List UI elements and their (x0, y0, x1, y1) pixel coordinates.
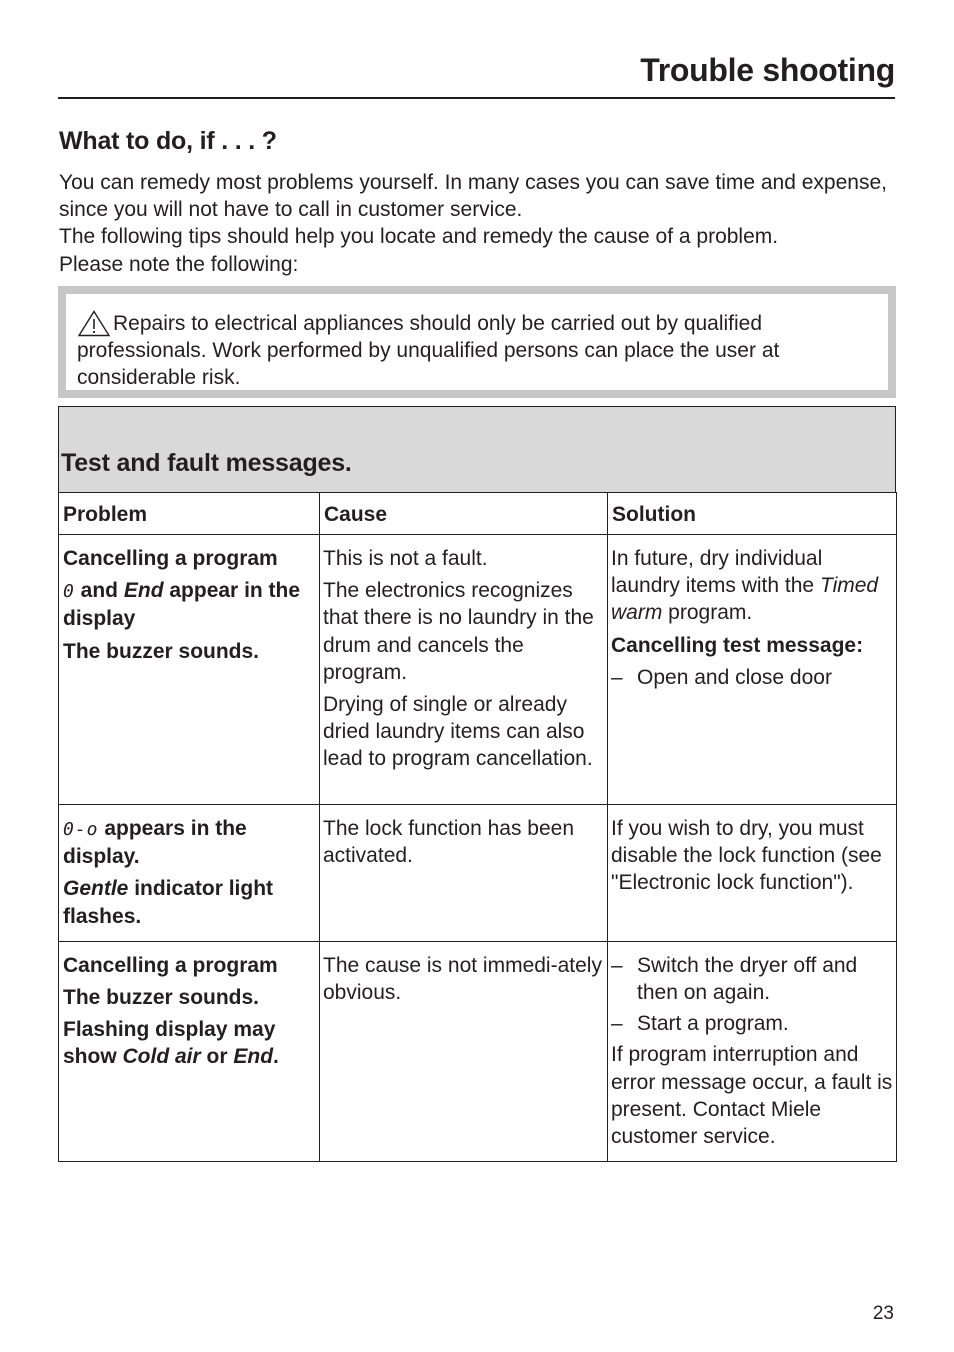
solution-cell (608, 941, 897, 1161)
problem-line (63, 815, 315, 870)
problem-text: Flashing display may show (63, 1018, 276, 1069)
problem-text: and (74, 579, 124, 603)
solution-subheading: Cancelling test message: (611, 633, 864, 657)
dash-text: Open and close door (637, 665, 832, 689)
column-header-solution: Solution (608, 493, 897, 535)
dash-item (611, 1010, 894, 1037)
dash-item (611, 664, 894, 691)
problem-text: appears in the display. (63, 817, 247, 869)
page-header-title: Trouble shooting (640, 52, 895, 88)
cause-text: The cause is not immedi-ately obvious. (323, 953, 602, 1005)
table-row (59, 941, 897, 1161)
display-code: 0-o (63, 819, 99, 840)
cause-cell (320, 805, 608, 942)
solution-text: If you wish to dry, you must disable the lock function (see "Electronic lock function"). (611, 817, 882, 895)
cause-cell (320, 941, 608, 1161)
display-word: Cold air (122, 1045, 201, 1069)
page-number: 23 (872, 1303, 894, 1324)
solution-text (611, 545, 894, 627)
intro-paragraph: The following tips should help you locate and remedy the cause of a problem. (59, 225, 779, 249)
warning-box (58, 286, 896, 398)
section-heading: What to do, if . . . ? (59, 127, 277, 155)
problem-cell (59, 535, 320, 805)
warning-triangle-icon (77, 310, 111, 337)
problem-text: . (273, 1045, 279, 1069)
column-header-problem: Problem (59, 493, 320, 535)
solution-cell (608, 805, 897, 942)
cause-text: The lock function has been activated. (323, 817, 574, 868)
display-word: End (233, 1045, 274, 1069)
problem-text: indicator light flashes. (63, 877, 274, 928)
header-divider (58, 97, 895, 99)
display-code: 0 (63, 581, 75, 603)
indicator-name: Gentle (63, 877, 129, 901)
display-word: End (123, 579, 164, 603)
problem-line: The buzzer sounds. (63, 639, 260, 663)
problem-line: The buzzer sounds. (63, 986, 260, 1010)
warning-text: Repairs to electrical appliances should only be carried out by qualified professionals. Work performed by unqualified persons can place the user at considerable risk. (77, 312, 780, 390)
table-title-bar (58, 406, 896, 492)
dash-mark: – (611, 665, 623, 689)
intro-text (59, 169, 899, 278)
solution-text: If program interruption and error message occur, a fault is present. Contact Miele customer service. (611, 1043, 893, 1149)
problem-line (63, 577, 315, 632)
table-row (59, 805, 897, 942)
column-header-cause: Cause (320, 493, 608, 535)
dash-mark: – (611, 1012, 623, 1036)
solution-text-part: program. (662, 601, 753, 625)
program-name: Timed warm (611, 574, 879, 625)
cause-text: The electronics recognizes that there is no laundry in the drum and cancels the program. (323, 579, 594, 684)
table-title: Test and fault messages. (61, 449, 352, 477)
problem-line (63, 875, 315, 929)
problem-line: Cancelling a program (63, 953, 278, 977)
intro-paragraph: Please note the following: (59, 252, 299, 276)
fault-table (58, 406, 896, 1162)
problem-line: Cancelling a program (63, 547, 278, 570)
table-row (59, 535, 897, 805)
problem-line (63, 1016, 315, 1070)
solution-text-part: In future, dry individual laundry items with the (611, 547, 823, 598)
problem-text: appear in the display (63, 579, 301, 631)
cause-cell (320, 535, 608, 805)
dash-item (611, 952, 894, 1006)
dash-text: Start a program. (637, 1012, 789, 1036)
problem-cell (59, 805, 320, 942)
problem-text: or (200, 1045, 234, 1069)
solution-cell (608, 535, 897, 805)
intro-paragraph: You can remedy most problems yourself. In many cases you can save time and expense, since you will not have to call in customer service. (59, 171, 887, 222)
dash-mark: – (611, 953, 623, 977)
table-header-row (59, 493, 897, 535)
warning-content (66, 294, 888, 390)
dash-text: Switch the dryer off and then on again. (637, 953, 858, 1005)
problem-cell (59, 941, 320, 1161)
fault-message-table (58, 492, 897, 1162)
cause-text: Drying of single or already dried laundry items can also lead to program cancellation. (323, 693, 593, 771)
cause-text: This is not a fault. (323, 547, 488, 570)
